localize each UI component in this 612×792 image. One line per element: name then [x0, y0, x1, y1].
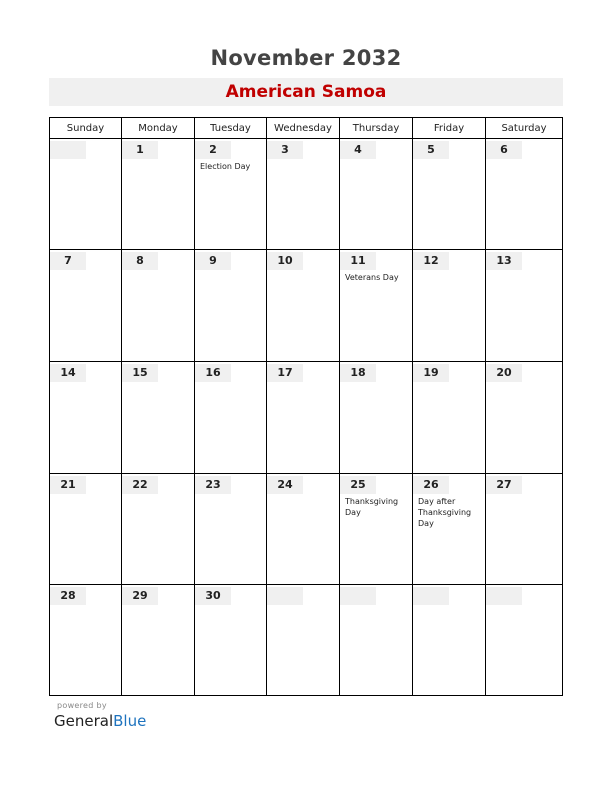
- day-cell[interactable]: [195, 362, 267, 474]
- day-number: 22: [122, 476, 158, 494]
- weekday-header: Monday: [122, 118, 195, 139]
- day-cell[interactable]: [195, 250, 267, 362]
- day-cell[interactable]: [413, 585, 486, 696]
- day-number: 5: [413, 141, 449, 159]
- day-cell[interactable]: [413, 362, 486, 474]
- day-number: 13: [486, 252, 522, 270]
- day-cell[interactable]: [267, 474, 340, 585]
- day-cell[interactable]: [122, 250, 195, 362]
- day-cell[interactable]: [122, 585, 195, 696]
- day-cell[interactable]: [122, 139, 195, 250]
- day-cell[interactable]: [340, 585, 413, 696]
- day-number: 26: [413, 476, 449, 494]
- day-cell[interactable]: [50, 474, 122, 585]
- day-number: 17: [267, 364, 303, 382]
- day-number: 10: [267, 252, 303, 270]
- day-cell[interactable]: [50, 585, 122, 696]
- day-cell[interactable]: [122, 362, 195, 474]
- day-cell[interactable]: [195, 474, 267, 585]
- day-number: [267, 587, 303, 605]
- day-number: 29: [122, 587, 158, 605]
- brand-general: General: [54, 712, 114, 730]
- day-number: [340, 587, 376, 605]
- day-number: 1: [122, 141, 158, 159]
- weekday-header: Saturday: [486, 118, 563, 139]
- holiday-label: Day after Thanksgiving Day: [418, 497, 472, 528]
- brand-blue: Blue: [113, 712, 147, 730]
- day-cell[interactable]: [50, 250, 122, 362]
- day-number: 27: [486, 476, 522, 494]
- day-number: 6: [486, 141, 522, 159]
- day-cell[interactable]: [195, 139, 267, 250]
- holiday-label: Thanksgiving Day: [345, 497, 399, 517]
- day-number: 9: [195, 252, 231, 270]
- page-title: November 2032: [210, 46, 402, 70]
- day-cell[interactable]: [340, 362, 413, 474]
- day-cell[interactable]: [267, 250, 340, 362]
- day-cell[interactable]: [50, 362, 122, 474]
- day-number: 24: [267, 476, 303, 494]
- day-cell[interactable]: [267, 585, 340, 696]
- day-number: [486, 587, 522, 605]
- brand-logo[interactable]: [54, 712, 146, 730]
- day-number: 28: [50, 587, 86, 605]
- day-cell[interactable]: [267, 139, 340, 250]
- weekday-header: Tuesday: [195, 118, 267, 139]
- powered-by-text: powered by: [57, 701, 107, 710]
- day-number: 21: [50, 476, 86, 494]
- day-cell[interactable]: [195, 585, 267, 696]
- day-number: 7: [50, 252, 86, 270]
- day-cell[interactable]: [486, 139, 563, 250]
- day-number: 15: [122, 364, 158, 382]
- day-cell[interactable]: [413, 250, 486, 362]
- weekday-header: Friday: [413, 118, 486, 139]
- day-cell[interactable]: [340, 250, 413, 362]
- day-cell[interactable]: [267, 362, 340, 474]
- day-cell[interactable]: [486, 250, 563, 362]
- day-cell[interactable]: [50, 139, 122, 250]
- day-cell[interactable]: [340, 139, 413, 250]
- weekday-header: Thursday: [340, 118, 413, 139]
- day-cell[interactable]: [486, 585, 563, 696]
- weekday-header: Wednesday: [267, 118, 340, 139]
- day-number: [50, 141, 86, 159]
- day-number: 18: [340, 364, 376, 382]
- holiday-label: Election Day: [200, 162, 251, 171]
- day-cell[interactable]: [413, 474, 486, 585]
- day-number: 19: [413, 364, 449, 382]
- holiday-label: Veterans Day: [345, 273, 399, 282]
- day-number: [413, 587, 449, 605]
- day-number: 16: [195, 364, 231, 382]
- day-number: 8: [122, 252, 158, 270]
- day-number: 25: [340, 476, 376, 494]
- day-cell[interactable]: [486, 362, 563, 474]
- region-banner: American Samoa: [49, 78, 563, 106]
- day-number: 2: [195, 141, 231, 159]
- day-cell[interactable]: [413, 139, 486, 250]
- day-number: 30: [195, 587, 231, 605]
- day-cell[interactable]: [486, 474, 563, 585]
- day-cell[interactable]: [340, 474, 413, 585]
- day-number: 20: [486, 364, 522, 382]
- day-number: 23: [195, 476, 231, 494]
- day-cell[interactable]: [122, 474, 195, 585]
- day-number: 11: [340, 252, 376, 270]
- day-number: 3: [267, 141, 303, 159]
- day-number: 12: [413, 252, 449, 270]
- day-number: 4: [340, 141, 376, 159]
- day-number: 14: [50, 364, 86, 382]
- calendar-grid: [49, 117, 563, 696]
- weekday-header: Sunday: [50, 118, 122, 139]
